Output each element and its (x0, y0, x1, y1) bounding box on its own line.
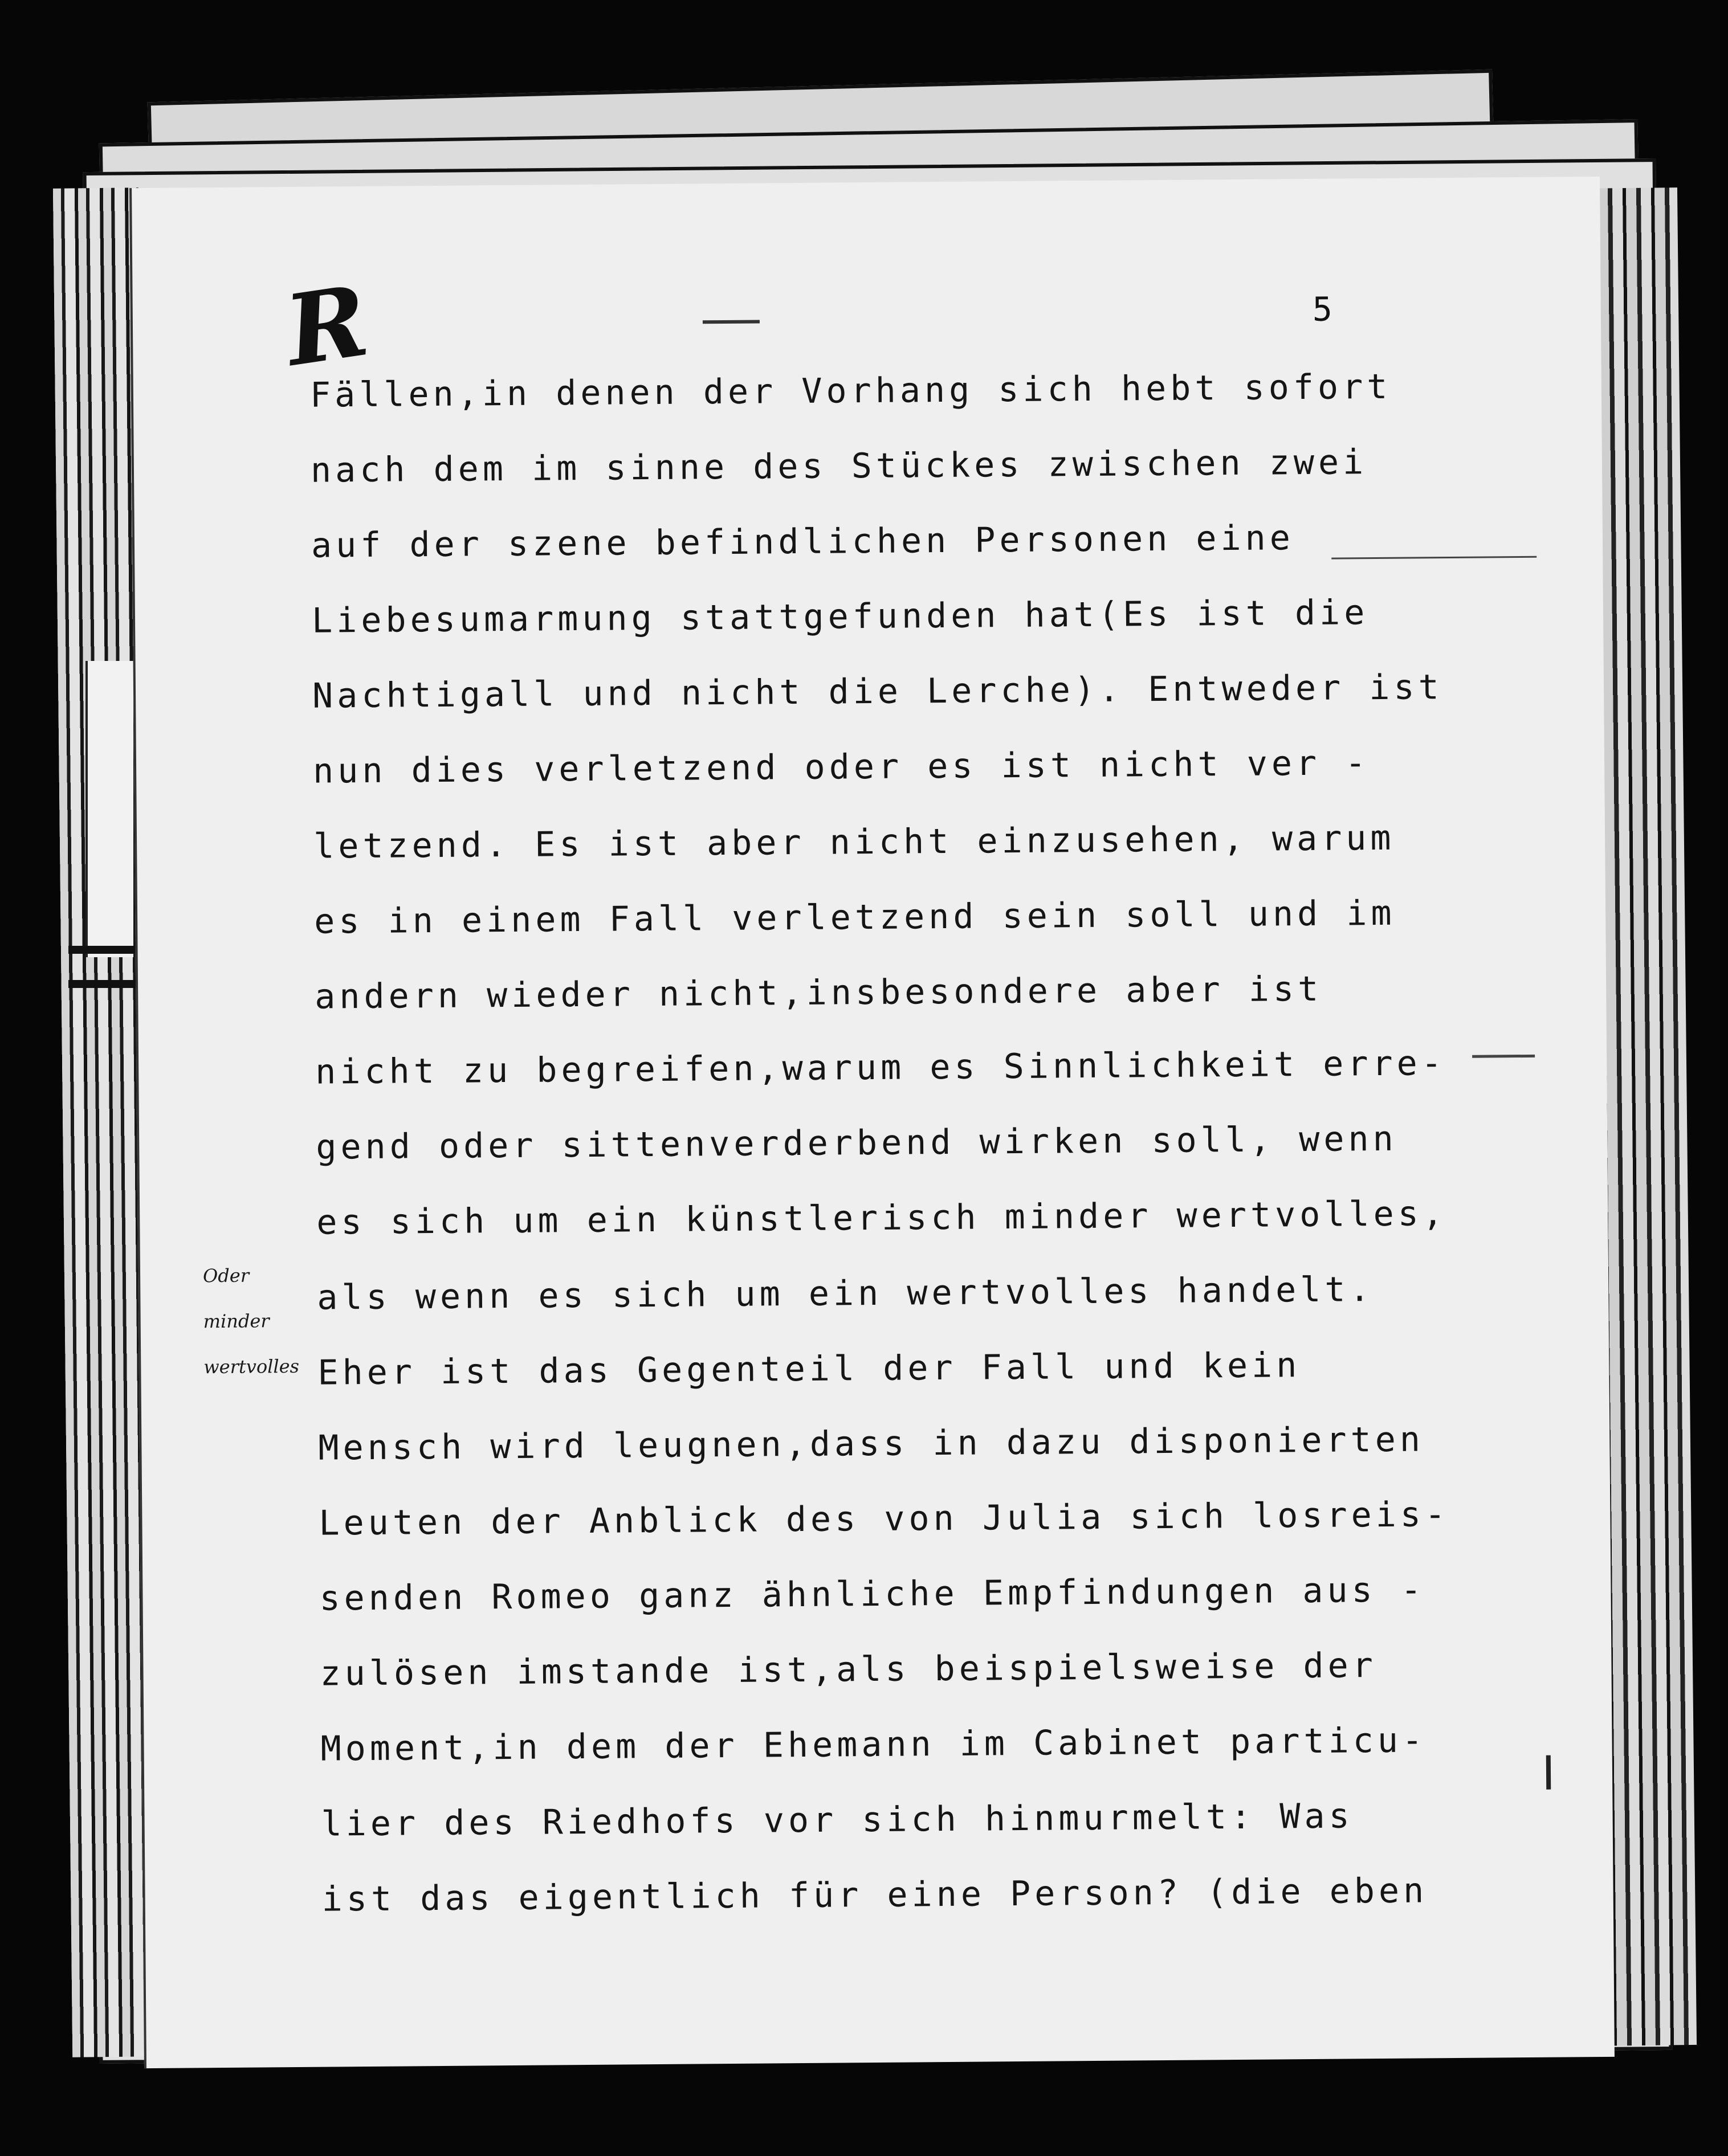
text-line: als wenn es sich um ein wertvolles handelt. (317, 1269, 1374, 1318)
margin-note-line: wertvolles (203, 1355, 300, 1378)
paper-tab (85, 661, 133, 957)
text-line: lier des Riedhofs vor sich hinmurmelt: Was (321, 1796, 1354, 1844)
text-line: Moment,in dem der Ehemann im Cabinet particu- (320, 1720, 1427, 1769)
text-line: es in einem Fall verletzend sein soll und im (313, 893, 1396, 942)
text-line: andern wieder nicht,insbesondere aber ist (314, 969, 1323, 1017)
text-line: ist das eigentlich für eine Person? (die eben (321, 1871, 1428, 1920)
margin-note-line: Oder (202, 1264, 250, 1287)
text-line: Liebesumarmung stattgefunden hat(Es ist die (311, 593, 1369, 641)
handwritten-initial: R (279, 264, 376, 389)
text-line: Eher ist das Gegenteil der Fall und kein (317, 1345, 1301, 1393)
binding-mark (68, 980, 137, 988)
handwritten-margin-note (203, 1252, 318, 1390)
text-line: letzend. Es ist aber nicht einzusehen, warum (313, 818, 1395, 867)
binding-mark (68, 946, 137, 954)
text-line: gend oder sittenverderbend wirken soll, wenn (316, 1118, 1397, 1167)
text-line: auf der szene befindlichen Personen eine (311, 518, 1295, 566)
text-line: Leuten der Anblick des von Julia sich losreis- (319, 1494, 1450, 1544)
text-line: nicht zu begreifen,warum es Sinnlichkeit erre- (315, 1043, 1446, 1092)
text-line: nach dem im sinne des Stückes zwischen zwei (310, 442, 1368, 491)
text-line: Nachtigall und nicht die Lerche). Entweder ist (312, 667, 1443, 716)
typed-text-body (309, 348, 1633, 1937)
text-line: senden Romeo ganz ähnliche Empfindungen aus - (319, 1570, 1426, 1619)
text-line: es sich um ein künstlerisch minder wertvolles, (316, 1194, 1448, 1243)
document-page (129, 177, 1615, 2068)
margin-note-line: minder (203, 1310, 270, 1333)
header-dash (703, 320, 760, 324)
text-line: zulösen imstande ist,als beispielsweise der (320, 1645, 1377, 1694)
text-line: Mensch wird leugnen,dass in dazu disponierten (318, 1419, 1425, 1468)
page-number: 5 (1312, 289, 1333, 329)
text-line: Fällen,in denen der Vorhang sich hebt sofort (309, 366, 1392, 415)
text-line: nun dies verletzend oder es ist nicht ver - (312, 743, 1370, 791)
